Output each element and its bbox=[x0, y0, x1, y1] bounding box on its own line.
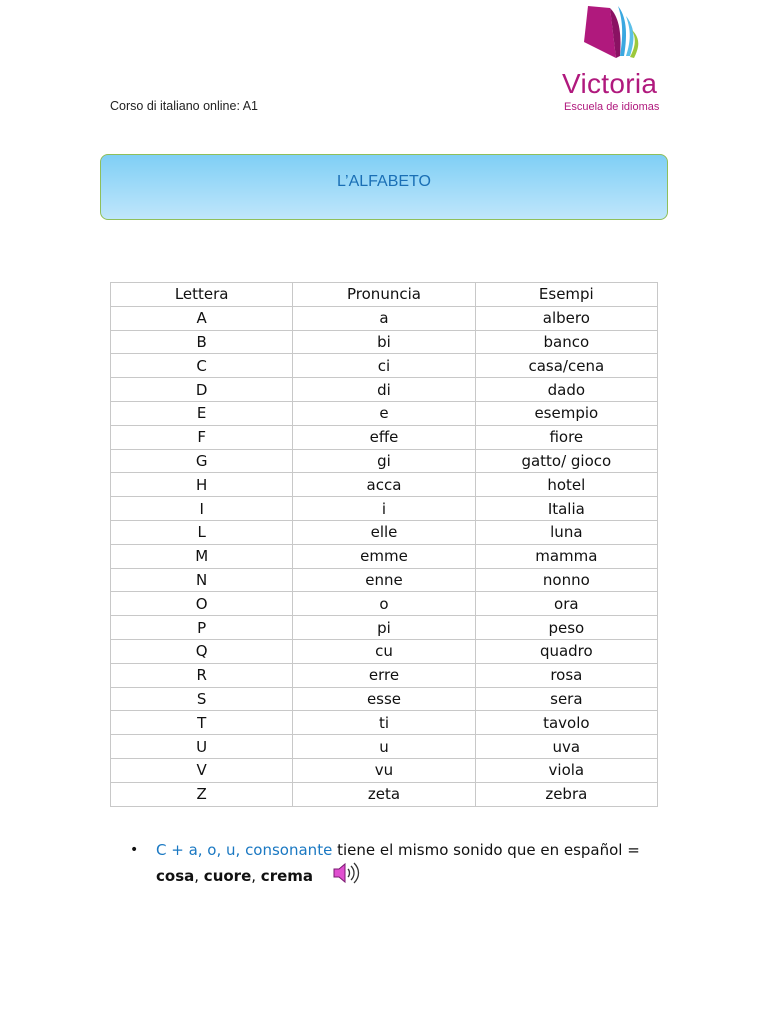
pronunciation-cell: effe bbox=[293, 425, 475, 449]
table-row bbox=[111, 782, 658, 806]
pronunciation-cell: zeta bbox=[293, 782, 475, 806]
letter-cell: E bbox=[111, 401, 293, 425]
logo-subtitle: Escuela de idiomas bbox=[564, 101, 660, 113]
course-label: Corso di italiano online: A1 bbox=[110, 99, 259, 113]
example-cell: uva bbox=[475, 735, 657, 759]
pronunciation-cell: e bbox=[293, 401, 475, 425]
pronunciation-cell: pi bbox=[293, 616, 475, 640]
example-cell: sera bbox=[475, 687, 657, 711]
pronunciation-cell: esse bbox=[293, 687, 475, 711]
example-cell: ora bbox=[475, 592, 657, 616]
column-header: Pronuncia bbox=[293, 283, 475, 307]
letter-cell: L bbox=[111, 520, 293, 544]
table-row bbox=[111, 378, 658, 402]
letter-cell: D bbox=[111, 378, 293, 402]
pronunciation-cell: o bbox=[293, 592, 475, 616]
letter-cell: F bbox=[111, 425, 293, 449]
pronunciation-cell: di bbox=[293, 378, 475, 402]
pronunciation-cell: bi bbox=[293, 330, 475, 354]
table-row bbox=[111, 330, 658, 354]
pronunciation-cell: ti bbox=[293, 711, 475, 735]
example-word: cuore bbox=[203, 867, 252, 885]
letter-cell: I bbox=[111, 497, 293, 521]
letter-cell: S bbox=[111, 687, 293, 711]
example-cell: luna bbox=[475, 520, 657, 544]
letter-cell: M bbox=[111, 544, 293, 568]
table-row bbox=[111, 544, 658, 568]
letter-cell: H bbox=[111, 473, 293, 497]
example-cell: mamma bbox=[475, 544, 657, 568]
example-cell: tavolo bbox=[475, 711, 657, 735]
table-header-row bbox=[111, 283, 658, 307]
page-title: L’ALFABETO bbox=[337, 173, 431, 190]
letter-cell: A bbox=[111, 306, 293, 330]
letter-cell: U bbox=[111, 735, 293, 759]
table-row bbox=[111, 425, 658, 449]
table-row bbox=[111, 473, 658, 497]
example-cell: nonno bbox=[475, 568, 657, 592]
example-cell: albero bbox=[475, 306, 657, 330]
example-cell: peso bbox=[475, 616, 657, 640]
letter-cell: O bbox=[111, 592, 293, 616]
table-row bbox=[111, 616, 658, 640]
letter-cell: C bbox=[111, 354, 293, 378]
bullet-icon: • bbox=[130, 842, 139, 858]
table-row bbox=[111, 711, 658, 735]
example-cell: gatto/ gioco bbox=[475, 449, 657, 473]
column-header: Lettera bbox=[111, 283, 293, 307]
table-row bbox=[111, 497, 658, 521]
table-row bbox=[111, 639, 658, 663]
alphabet-table bbox=[110, 282, 658, 807]
example-cell: esempio bbox=[475, 401, 657, 425]
pronunciation-cell: ci bbox=[293, 354, 475, 378]
logo-name: Victoria bbox=[562, 68, 658, 99]
table-row bbox=[111, 758, 658, 782]
title-banner bbox=[100, 154, 668, 220]
pronunciation-cell: erre bbox=[293, 663, 475, 687]
pronunciation-cell: acca bbox=[293, 473, 475, 497]
letter-cell: R bbox=[111, 663, 293, 687]
letter-cell: V bbox=[111, 758, 293, 782]
pronunciation-cell: cu bbox=[293, 639, 475, 663]
table-row bbox=[111, 449, 658, 473]
letter-cell: G bbox=[111, 449, 293, 473]
letter-cell: Q bbox=[111, 639, 293, 663]
victoria-logo bbox=[560, 2, 670, 114]
pronunciation-cell: i bbox=[293, 497, 475, 521]
example-word: crema bbox=[260, 867, 314, 885]
book-pages-icon bbox=[570, 2, 650, 64]
example-cell: Italia bbox=[475, 497, 657, 521]
table-row bbox=[111, 568, 658, 592]
example-cell: dado bbox=[475, 378, 657, 402]
table-row bbox=[111, 306, 658, 330]
separator: , bbox=[251, 867, 261, 885]
table-row bbox=[111, 592, 658, 616]
example-cell: fiore bbox=[475, 425, 657, 449]
column-header: Esempi bbox=[475, 283, 657, 307]
letter-cell: T bbox=[111, 711, 293, 735]
pronunciation-cell: enne bbox=[293, 568, 475, 592]
letter-cell: B bbox=[111, 330, 293, 354]
example-cell: viola bbox=[475, 758, 657, 782]
note-text: tiene el mismo sonido que en español = bbox=[332, 841, 640, 859]
example-word: cosa bbox=[156, 867, 195, 885]
pronunciation-cell: u bbox=[293, 735, 475, 759]
pronunciation-cell: gi bbox=[293, 449, 475, 473]
table-row bbox=[111, 735, 658, 759]
example-cell: banco bbox=[475, 330, 657, 354]
pronunciation-cell: elle bbox=[293, 520, 475, 544]
pronunciation-cell: vu bbox=[293, 758, 475, 782]
pronunciation-cell: a bbox=[293, 306, 475, 330]
table-row bbox=[111, 687, 658, 711]
pronunciation-cell: emme bbox=[293, 544, 475, 568]
speaker-icon[interactable] bbox=[332, 862, 360, 891]
table-row bbox=[111, 663, 658, 687]
example-cell: rosa bbox=[475, 663, 657, 687]
example-cell: casa/cena bbox=[475, 354, 657, 378]
letter-cell: Z bbox=[111, 782, 293, 806]
letter-cell: P bbox=[111, 616, 293, 640]
table-row bbox=[111, 401, 658, 425]
example-cell: quadro bbox=[475, 639, 657, 663]
example-cell: zebra bbox=[475, 782, 657, 806]
table-row bbox=[111, 520, 658, 544]
table-row bbox=[111, 354, 658, 378]
letter-cell: N bbox=[111, 568, 293, 592]
example-cell: hotel bbox=[475, 473, 657, 497]
note-highlight: C + a, o, u, consonante bbox=[156, 841, 333, 859]
separator: , bbox=[194, 867, 204, 885]
